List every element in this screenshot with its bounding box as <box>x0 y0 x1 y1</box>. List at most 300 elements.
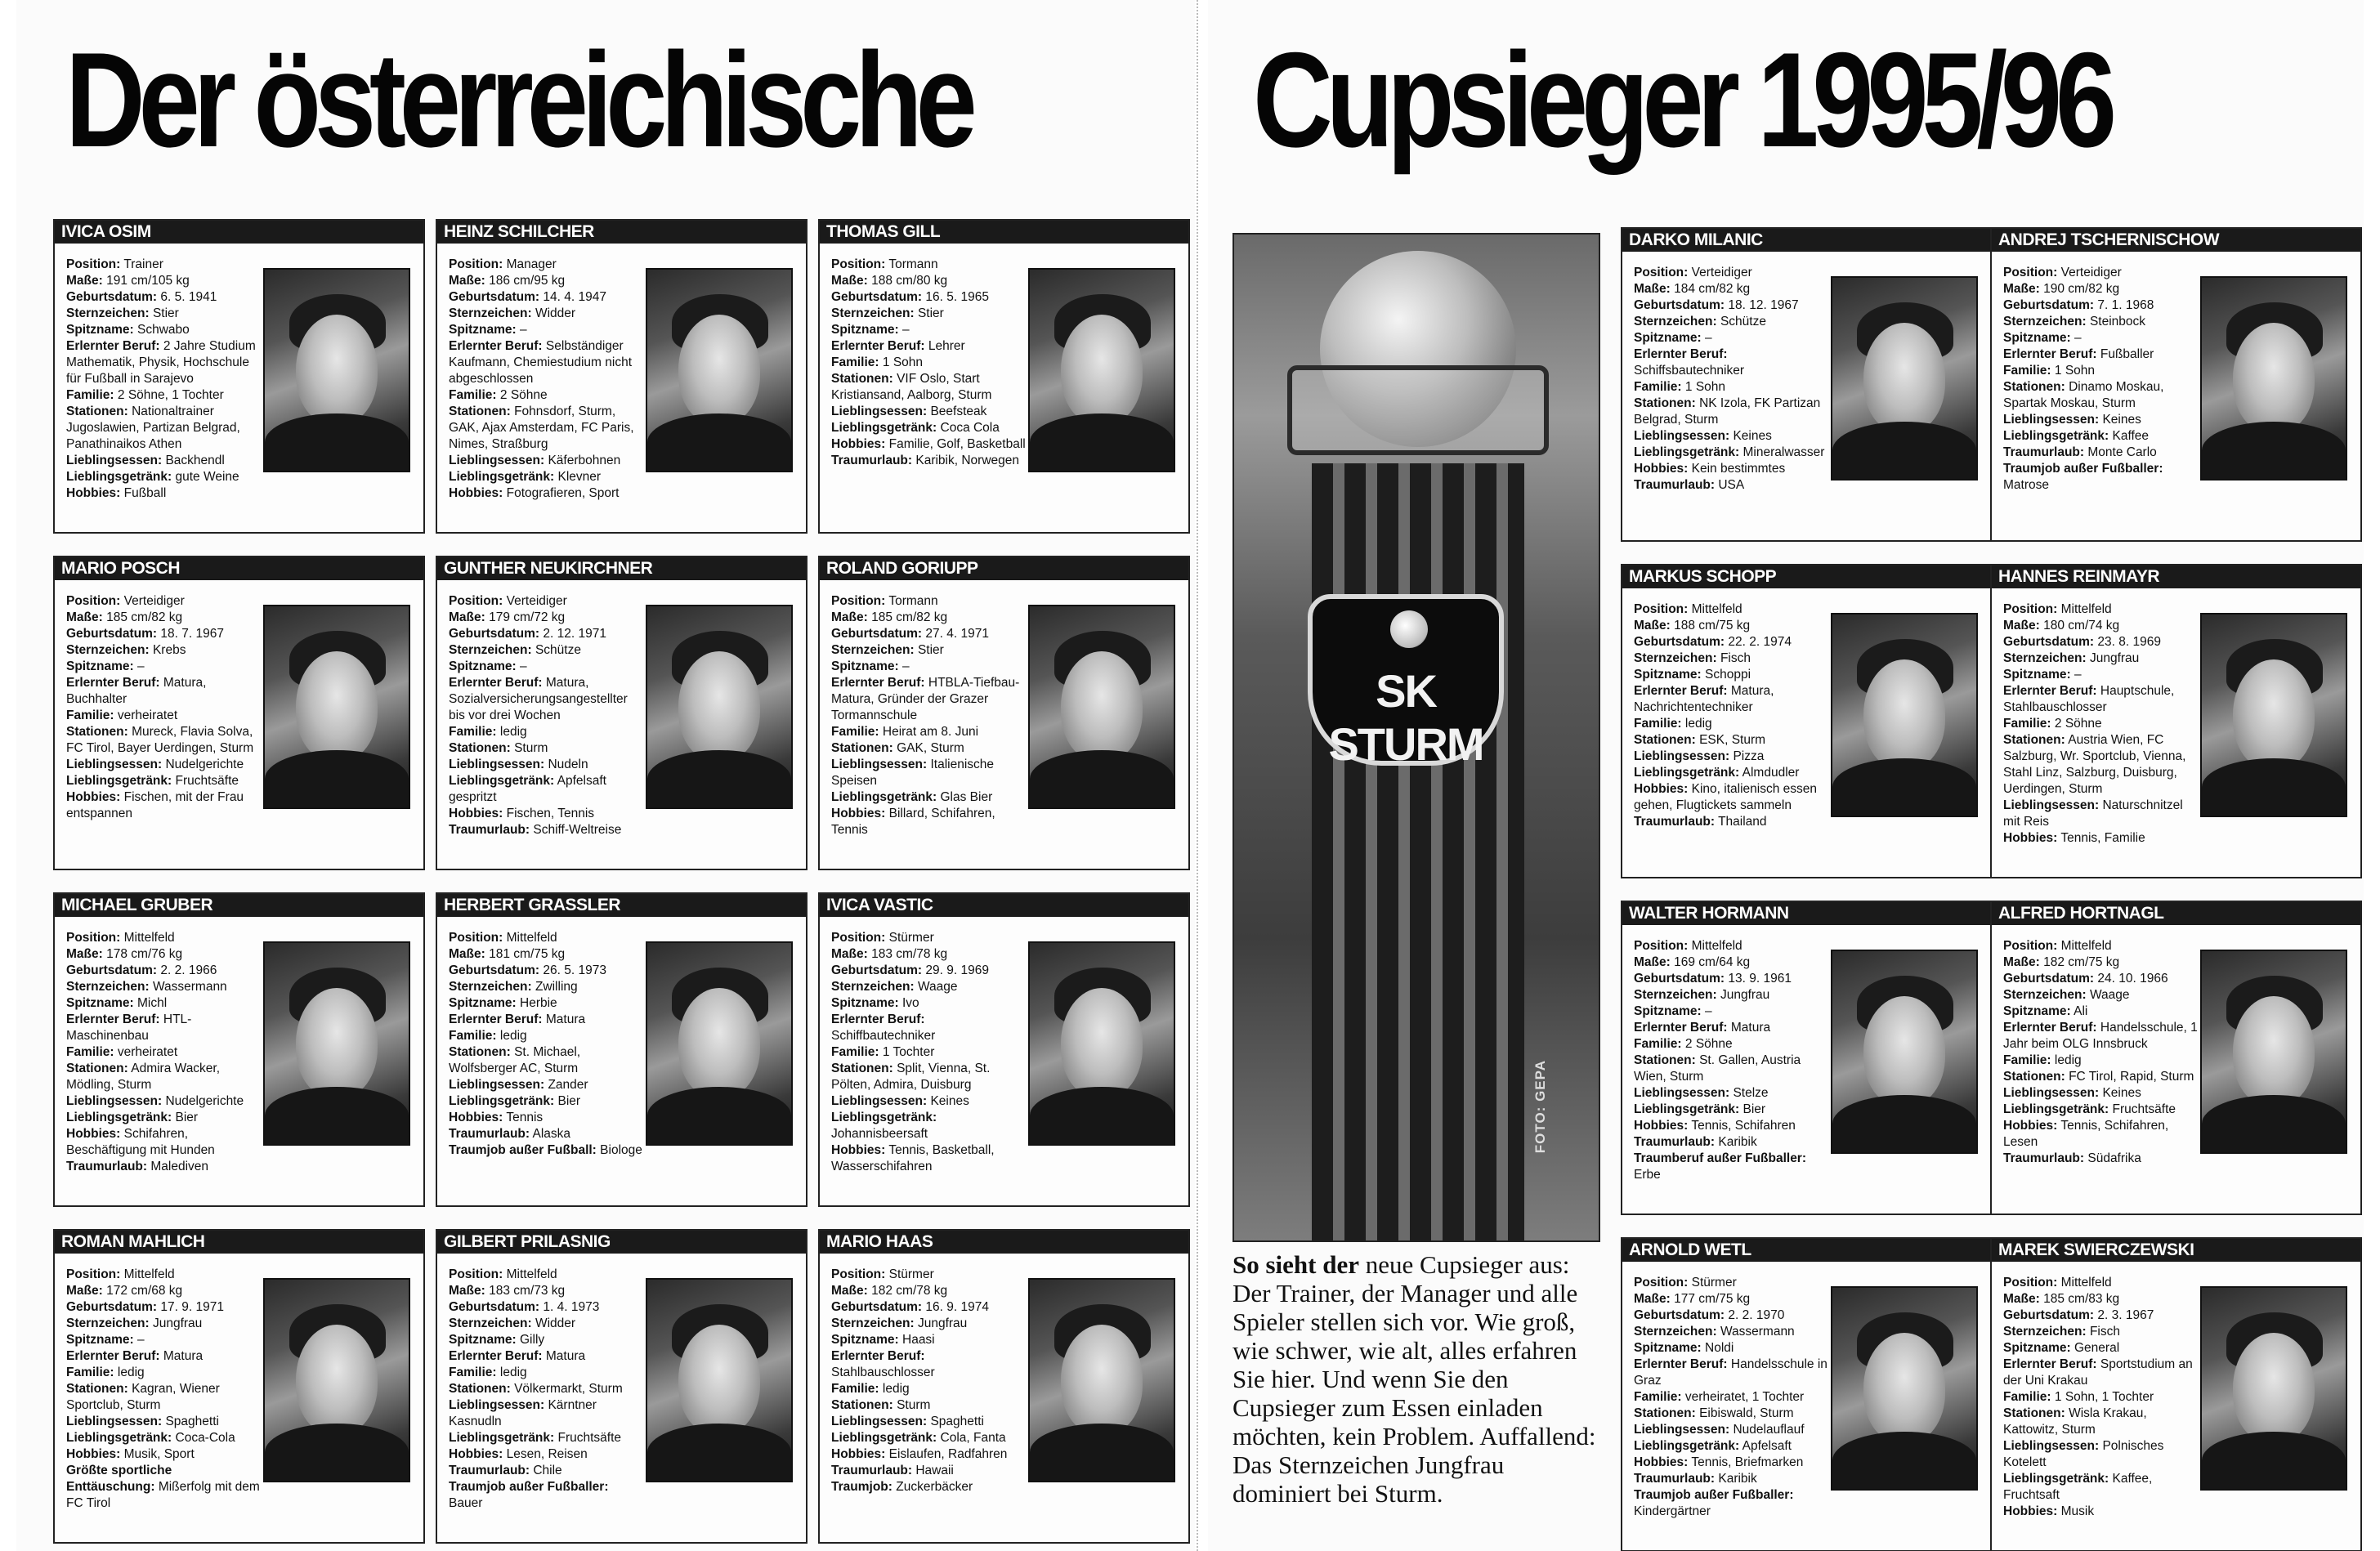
portrait-shoulders <box>647 413 791 471</box>
detail-row <box>831 1479 1027 1495</box>
player-portrait <box>646 605 793 809</box>
player-name: DARKO MILANIC <box>1622 229 1991 252</box>
detail-value: Steinbock <box>2089 315 2146 329</box>
detail-label: Geburtsdatum: <box>2003 1308 2095 1322</box>
portrait-shoulders <box>1832 1432 1976 1489</box>
detail-row <box>449 822 645 838</box>
detail-row <box>2003 1438 2199 1471</box>
detail-row <box>1634 938 1830 954</box>
detail-label: Lieblingsessen: <box>831 1094 928 1108</box>
detail-value: Hawaii <box>915 1464 954 1477</box>
detail-row <box>831 979 1027 995</box>
detail-value: 7. 1. 1968 <box>2097 298 2154 312</box>
detail-row <box>831 1430 1027 1446</box>
player-details <box>66 930 262 1175</box>
detail-label: Spitzname: <box>66 659 134 673</box>
detail-row <box>2003 1291 2199 1307</box>
detail-label: Lieblingsessen: <box>449 1078 545 1092</box>
player-details <box>831 930 1027 1175</box>
detail-label: Lieblingsgetränk: <box>1634 1439 1740 1453</box>
detail-label: Spitzname: <box>1634 331 1702 345</box>
detail-label: Erlernter Beruf: <box>66 676 160 690</box>
player-card-gilbert-prilasnig <box>436 1229 808 1544</box>
detail-label: Familie: <box>831 725 879 739</box>
detail-label: Geburtsdatum: <box>449 627 540 641</box>
detail-row <box>66 453 262 469</box>
detail-value: 184 cm/82 kg <box>1674 282 1751 296</box>
detail-row <box>449 404 645 453</box>
football-icon <box>1390 610 1428 648</box>
detail-value: Karibik <box>1718 1135 1757 1149</box>
detail-label: Geburtsdatum: <box>66 290 158 304</box>
detail-row <box>1634 1340 1830 1357</box>
detail-value: Michl <box>137 996 168 1010</box>
portrait-shoulders <box>265 1087 409 1144</box>
detail-value: 188 cm/75 kg <box>1674 619 1751 632</box>
detail-label: Geburtsdatum: <box>1634 635 1725 649</box>
detail-row <box>2003 1504 2199 1520</box>
detail-label: Position: <box>449 931 503 945</box>
detail-label: Spitzname: <box>831 659 899 673</box>
detail-row <box>2003 379 2199 412</box>
detail-label: Lieblingsessen: <box>1634 429 1730 443</box>
detail-value: Matura <box>545 1349 586 1363</box>
portrait-face <box>678 1325 760 1435</box>
detail-value: Kärntner Kasnudln <box>449 1398 597 1428</box>
trophy-column <box>1312 463 1524 1242</box>
detail-value: Mureck, Flavia Solva, FC Tirol, Bayer Uerdingen, Sturm <box>66 725 254 755</box>
detail-row <box>449 626 645 642</box>
detail-row <box>449 1283 645 1299</box>
detail-row <box>2003 954 2199 971</box>
detail-row <box>66 485 262 502</box>
detail-row <box>66 979 262 995</box>
detail-label: Lieblingsgetränk: <box>2003 1102 2109 1116</box>
detail-value: 2. 2. 1970 <box>1728 1308 1785 1322</box>
detail-label: Lieblingsessen: <box>831 758 928 771</box>
detail-value: 179 cm/72 kg <box>489 610 566 624</box>
detail-value: Familie, Golf, Basketball <box>888 437 1026 451</box>
detail-row <box>1634 683 1830 716</box>
detail-value: 14. 4. 1947 <box>543 290 606 304</box>
detail-row <box>449 485 645 502</box>
detail-value: Nudeln <box>548 758 588 771</box>
detail-value: – <box>2074 331 2082 345</box>
detail-row <box>831 806 1027 838</box>
detail-row <box>66 1316 262 1332</box>
detail-row <box>831 1463 1027 1479</box>
detail-value: Thailand <box>1718 815 1767 829</box>
detail-value: Tennis, Familie <box>2060 831 2145 845</box>
detail-row <box>831 338 1027 355</box>
detail-row <box>831 404 1027 420</box>
detail-label: Stationen: <box>831 1398 893 1412</box>
detail-value: St. Michael, Wolfsberger AC, Sturm <box>449 1045 581 1075</box>
detail-label: Hobbies: <box>2003 831 2058 845</box>
detail-row <box>831 1061 1027 1093</box>
portrait-face <box>1863 1333 1945 1443</box>
detail-label: Maße: <box>2003 1292 2040 1306</box>
trophy-photo <box>1232 233 1600 1242</box>
detail-row <box>831 289 1027 306</box>
detail-row <box>66 289 262 306</box>
detail-row <box>66 724 262 757</box>
detail-label: Erlernter Beruf: <box>831 1012 925 1026</box>
detail-value: 186 cm/95 kg <box>489 274 566 288</box>
detail-row <box>66 1381 262 1414</box>
detail-label: Familie: <box>449 1029 497 1043</box>
detail-row <box>449 257 645 273</box>
detail-row <box>66 995 262 1012</box>
detail-row <box>66 273 262 289</box>
detail-label: Erlernter Beruf: <box>449 676 543 690</box>
detail-row <box>2003 601 2199 618</box>
detail-label: Maße: <box>449 610 485 624</box>
detail-label: Geburtsdatum: <box>831 1300 923 1314</box>
detail-row <box>831 1267 1027 1283</box>
detail-value: 2 Söhne <box>2054 717 2102 731</box>
detail-row <box>1634 1003 1830 1020</box>
detail-value: – <box>2074 668 2082 682</box>
detail-value: Tennis, Schifahren, Lesen <box>2003 1119 2169 1149</box>
detail-row <box>1634 1406 1830 1422</box>
detail-value: Verteidiger <box>2060 266 2122 279</box>
detail-row <box>1634 396 1830 428</box>
detail-value: Matura <box>1730 1021 1771 1035</box>
detail-row <box>1634 1053 1830 1085</box>
detail-value: Austria Wien, FC Salzburg, Wr. Sportclub, Vienna, Stahl Linz, Salzburg, Duisburg, Uerdingen, Sturm <box>2003 733 2186 796</box>
detail-label: Position: <box>1634 266 1689 279</box>
detail-value: Admira Wacker, Mödling, Sturm <box>66 1062 221 1092</box>
detail-row <box>2003 1118 2199 1151</box>
detail-value: Dinamo Moskau, Spartak Moskau, Sturm <box>2003 380 2164 410</box>
detail-row <box>2003 971 2199 987</box>
detail-value: Stahlbauschlosser <box>831 1366 935 1379</box>
detail-value: Lesen, Reisen <box>506 1447 588 1461</box>
detail-value: 2. 2. 1966 <box>160 963 217 977</box>
portrait-face <box>1061 988 1143 1098</box>
detail-value: Tennis, Schifahren <box>1691 1119 1796 1133</box>
portrait-shoulders <box>1832 1095 1976 1152</box>
detail-value: Verteidiger <box>506 594 567 608</box>
detail-label: Geburtsdatum: <box>66 627 158 641</box>
detail-label: Stationen: <box>831 1062 893 1075</box>
detail-value: Fohnsdorf, Sturm, GAK, Ajax Amsterdam, FC Paris, Nimes, Straßburg <box>449 405 634 451</box>
detail-value: Krebs <box>152 643 186 657</box>
detail-label: Spitzname: <box>449 996 517 1010</box>
detail-label: Erlernter Beruf: <box>1634 1021 1728 1035</box>
player-name: ARNOLD WETL <box>1622 1239 1991 1262</box>
detail-value: Karibik <box>1718 1472 1757 1486</box>
detail-value: Johannisbeersaft <box>831 1127 928 1141</box>
portrait-shoulders <box>2202 1432 2346 1489</box>
detail-label: Position: <box>831 931 886 945</box>
portrait-shoulders <box>1030 1087 1174 1144</box>
player-name: IVICA OSIM <box>55 221 423 244</box>
player-card-ivica-osim <box>53 219 425 534</box>
detail-label: Lieblingsgetränk: <box>2003 429 2109 443</box>
player-name: MARKUS SCHOPP <box>1622 565 1991 588</box>
detail-row <box>66 946 262 963</box>
detail-label: Erlernter Beruf: <box>1634 684 1728 698</box>
detail-row <box>2003 938 2199 954</box>
detail-row <box>2003 1151 2199 1167</box>
detail-value: ledig <box>499 1029 527 1043</box>
player-name: IVICA VASTIC <box>820 894 1188 917</box>
detail-value: Nudelgerichte <box>165 1094 244 1108</box>
detail-row <box>1634 987 1830 1003</box>
detail-row <box>1634 281 1830 297</box>
detail-row <box>449 930 645 946</box>
detail-row <box>1634 428 1830 445</box>
detail-value: Matrose <box>2003 478 2049 492</box>
detail-label: Spitzname: <box>66 996 134 1010</box>
detail-value: Mittelfeld <box>2060 1276 2112 1290</box>
detail-value: Bier <box>175 1111 199 1124</box>
detail-row <box>449 1110 645 1126</box>
detail-label: Position: <box>66 1267 121 1281</box>
detail-value: Spaghetti <box>165 1415 219 1428</box>
right-page <box>1208 0 2364 1551</box>
detail-value: Verteidiger <box>1691 266 1752 279</box>
detail-label: Traumurlaub: <box>2003 1151 2085 1165</box>
detail-label: Maße: <box>449 947 485 961</box>
detail-value: 182 cm/78 kg <box>871 1284 948 1298</box>
detail-value: 1 Sohn, 1 Tochter <box>2054 1390 2154 1404</box>
detail-label: Spitzname: <box>449 1333 517 1347</box>
detail-value: Bauer <box>449 1496 483 1510</box>
player-card-roman-mahlich <box>53 1229 425 1544</box>
detail-row <box>831 1142 1027 1175</box>
detail-value: 180 cm/74 kg <box>2043 619 2120 632</box>
detail-label: Geburtsdatum: <box>831 290 923 304</box>
detail-label: Lieblingsessen: <box>66 1094 163 1108</box>
detail-row <box>449 1012 645 1028</box>
portrait-face <box>2233 323 2315 433</box>
detail-label: Position: <box>2003 266 2058 279</box>
detail-row <box>66 1414 262 1430</box>
detail-value: 26. 5. 1973 <box>543 963 606 977</box>
detail-label: Stationen: <box>66 1382 128 1396</box>
detail-row <box>2003 1102 2199 1118</box>
detail-row <box>449 1430 645 1446</box>
detail-value: 185 cm/83 kg <box>2043 1292 2120 1306</box>
detail-value: Alaska <box>532 1127 571 1141</box>
detail-row <box>449 1316 645 1332</box>
player-details <box>449 1267 645 1512</box>
detail-label: Sternzeichen: <box>831 306 915 320</box>
detail-row <box>831 453 1027 469</box>
portrait-face <box>296 651 378 762</box>
detail-row <box>831 1044 1027 1061</box>
detail-row <box>449 995 645 1012</box>
detail-label: Stationen: <box>1634 1406 1696 1420</box>
detail-label: Lieblingsgetränk: <box>449 470 555 484</box>
detail-label: Spitzname: <box>1634 1004 1702 1018</box>
detail-value: Malediven <box>150 1160 209 1173</box>
detail-value: 185 cm/82 kg <box>106 610 183 624</box>
detail-row <box>2003 1003 2199 1020</box>
detail-value: Almdudler <box>1742 766 1800 780</box>
detail-value: Mittelfeld <box>2060 602 2112 616</box>
detail-value: 183 cm/73 kg <box>489 1284 566 1298</box>
detail-label: Traumurlaub: <box>1634 1135 1716 1149</box>
detail-row <box>66 757 262 773</box>
detail-label: Position: <box>1634 602 1689 616</box>
detail-row <box>831 593 1027 610</box>
detail-value: Tennis, Basketball, Wasserschifahren <box>831 1143 995 1173</box>
detail-value: ledig <box>2054 1053 2082 1067</box>
detail-label: Sternzeichen: <box>66 980 150 994</box>
player-card-hannes-reinmayr <box>1990 564 2362 878</box>
detail-label: Lieblingsessen: <box>449 758 545 771</box>
detail-label: Familie: <box>66 708 114 722</box>
detail-value: Mittelfeld <box>506 931 557 945</box>
detail-label: Stationen: <box>1634 396 1696 410</box>
detail-row <box>449 1463 645 1479</box>
detail-row <box>449 757 645 773</box>
player-card-heinz-schilcher <box>436 219 808 534</box>
detail-row <box>449 773 645 806</box>
detail-value: Käferbohnen <box>548 454 621 467</box>
detail-value: Fruchtsäfte <box>2112 1102 2176 1116</box>
detail-value: verheiratet, 1 Tochter <box>1684 1390 1805 1404</box>
detail-value: Kino, italienisch essen gehen, Flugtickets sammeln <box>1634 782 1817 812</box>
detail-row <box>449 322 645 338</box>
detail-label: Geburtsdatum: <box>66 1300 158 1314</box>
detail-row <box>66 789 262 822</box>
detail-label: Erlernter Beruf: <box>831 1349 925 1363</box>
detail-label: Hobbies: <box>66 790 121 804</box>
player-portrait <box>2200 276 2347 480</box>
detail-row <box>2003 732 2199 798</box>
detail-label: Familie: <box>1634 1390 1682 1404</box>
player-details <box>831 593 1027 838</box>
player-name: ROLAND GORIUPP <box>820 557 1188 580</box>
detail-row <box>66 642 262 659</box>
detail-row <box>2003 412 2199 428</box>
detail-label: Geburtsdatum: <box>1634 298 1725 312</box>
player-details <box>1634 265 1830 494</box>
detail-value: – <box>1705 1004 1712 1018</box>
detail-value: Widder <box>535 1316 576 1330</box>
detail-row <box>831 1093 1027 1110</box>
detail-label: Traumurlaub: <box>1634 815 1716 829</box>
detail-value: 2 Söhne <box>1684 1037 1733 1051</box>
detail-row <box>1634 716 1830 732</box>
detail-row <box>2003 1389 2199 1406</box>
detail-value: verheiratet <box>117 1045 178 1059</box>
detail-label: Position: <box>2003 602 2058 616</box>
detail-value: Wassermann <box>1720 1325 1795 1339</box>
detail-row <box>831 946 1027 963</box>
detail-value: Musik <box>2060 1504 2095 1518</box>
detail-label: Traumjob außer Fußball: <box>449 1143 597 1157</box>
player-name: MAREK SWIERCZEWSKI <box>1992 1239 2360 1262</box>
detail-label: Erlernter Beruf: <box>1634 347 1728 361</box>
detail-value: 178 cm/76 kg <box>106 947 183 961</box>
portrait-face <box>2233 659 2315 770</box>
detail-value: Schütze <box>535 643 581 657</box>
player-portrait <box>263 268 410 472</box>
detail-label: Stationen: <box>2003 733 2065 747</box>
detail-label: Lieblingsessen: <box>831 405 928 418</box>
player-portrait <box>646 1278 793 1482</box>
detail-row <box>66 593 262 610</box>
detail-label: Lieblingsessen: <box>449 1398 545 1412</box>
detail-row <box>2003 634 2199 650</box>
detail-label: Familie: <box>66 1366 114 1379</box>
detail-label: Familie: <box>2003 717 2051 731</box>
detail-label: Erlernter Beruf: <box>449 1012 543 1026</box>
detail-label: Erlernter Beruf: <box>66 1012 160 1026</box>
detail-label: Position: <box>66 931 121 945</box>
detail-row <box>2003 346 2199 363</box>
detail-row <box>2003 1357 2199 1389</box>
detail-row <box>449 593 645 610</box>
detail-label: Lieblingsessen: <box>831 1415 928 1428</box>
detail-value: ledig <box>882 1382 910 1396</box>
portrait-shoulders <box>1030 413 1174 471</box>
detail-value: Matura, Nachrichtentechniker <box>1634 684 1774 714</box>
player-details <box>2003 601 2199 847</box>
detail-row <box>2003 461 2199 494</box>
detail-label: Spitzname: <box>2003 668 2071 682</box>
detail-label: Sternzeichen: <box>1634 315 1717 329</box>
detail-row <box>831 1348 1027 1381</box>
detail-label: Traumjob außer Fußballer: <box>2003 462 2163 476</box>
player-portrait <box>263 1278 410 1482</box>
detail-row <box>831 1299 1027 1316</box>
detail-value: Tennis <box>506 1111 544 1124</box>
detail-row <box>2003 667 2199 683</box>
detail-row <box>449 469 645 485</box>
portrait-shoulders <box>1030 750 1174 807</box>
detail-label: Maße: <box>449 274 485 288</box>
detail-row <box>831 675 1027 724</box>
detail-value: 181 cm/75 kg <box>489 947 566 961</box>
detail-row <box>1634 297 1830 314</box>
player-card-walter-hormann <box>1621 901 1993 1215</box>
detail-label: Hobbies: <box>2003 1119 2058 1133</box>
portrait-face <box>678 651 760 762</box>
detail-value: Lehrer <box>928 339 965 353</box>
detail-value: Schwabo <box>137 323 190 337</box>
portrait-shoulders <box>2202 1095 2346 1152</box>
detail-value: Keines <box>2102 413 2141 427</box>
detail-row <box>831 930 1027 946</box>
detail-value: Fotografieren, Sport <box>506 486 620 500</box>
detail-row <box>831 626 1027 642</box>
detail-row <box>831 1446 1027 1463</box>
detail-value: – <box>902 659 910 673</box>
detail-row <box>831 306 1027 322</box>
detail-value: 172 cm/68 kg <box>106 1284 183 1298</box>
detail-value: Waage <box>917 980 958 994</box>
detail-label: Sternzeichen: <box>449 1316 532 1330</box>
player-card-markus-schopp <box>1621 564 1993 878</box>
detail-row <box>831 1283 1027 1299</box>
portrait-shoulders <box>647 1087 791 1144</box>
detail-label: Erlernter Beruf: <box>831 676 925 690</box>
detail-value: Südafrika <box>2087 1151 2141 1165</box>
detail-label: Familie: <box>2003 1390 2051 1404</box>
detail-row <box>1634 650 1830 667</box>
detail-value: 1 Sohn <box>1684 380 1726 394</box>
detail-label: Position: <box>1634 1276 1689 1290</box>
detail-value: Tennis, Briefmarken <box>1691 1455 1804 1469</box>
page-fold <box>1197 0 1206 1551</box>
